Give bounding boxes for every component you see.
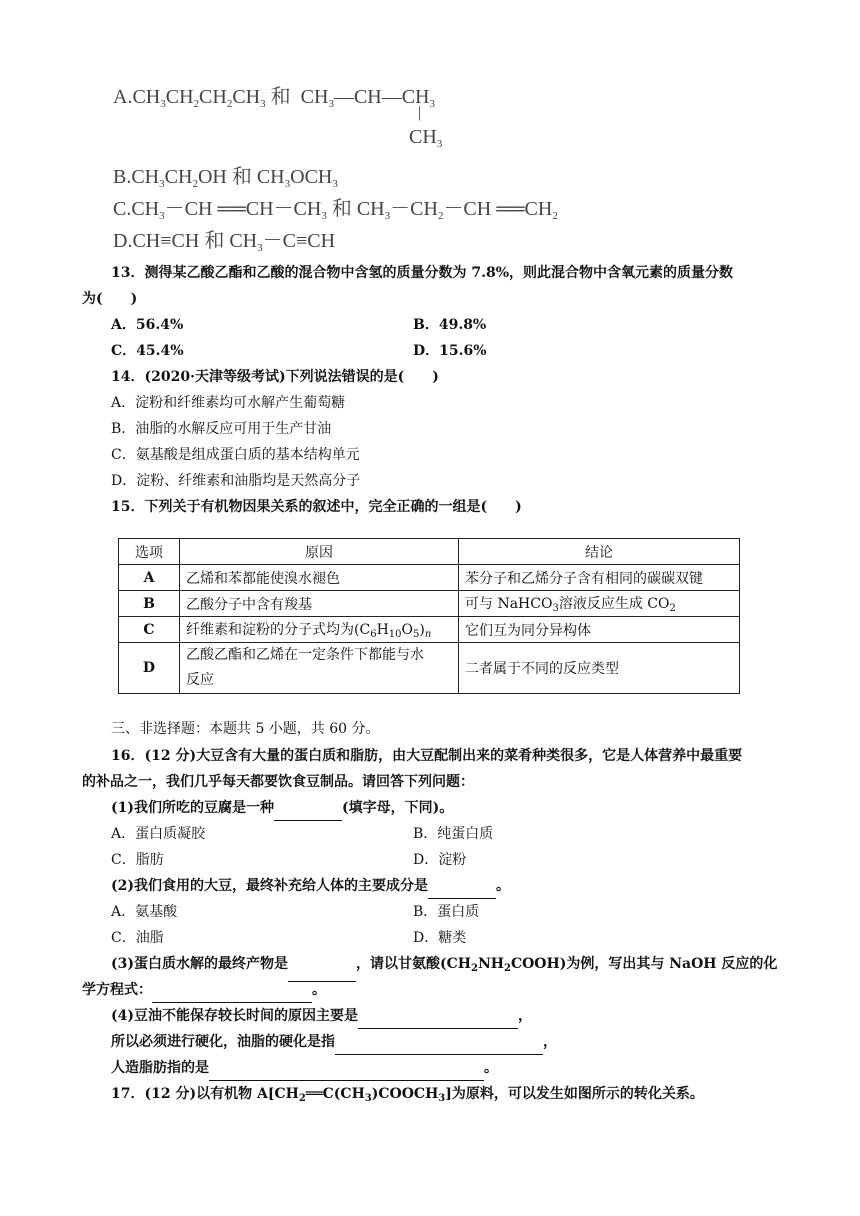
row-option: B xyxy=(119,591,180,617)
q17-stem: 17．(12 分)以有机物 $A[CH_2══C(CH_3)COOCH_3]$为原料，可以发生如图所示的转化关系。 xyxy=(111,1086,704,1104)
q12-option-d: D.CH≡CH 和 $CH_3-C\equiv CH$ xyxy=(113,230,336,254)
q12-option-c: $C.CH_3-CH$ $══CH-CH_3$ 和 $CH_3-CH_2-CH$ $══CH_2$ xyxy=(113,198,558,222)
answer-blank[interactable] xyxy=(152,986,312,1003)
q16-part1: (1)我们所吃的豆腐是一种 (填字母，下同)。 xyxy=(111,795,453,821)
row-reason: 乙烯和苯都能使溴水褪色 xyxy=(180,565,459,591)
q16-p2-option-c: C．油脂 xyxy=(111,930,164,946)
q16-part2: (2)我们食用的大豆，最终补充给人体的主要成分是 。 xyxy=(111,873,510,899)
table-row xyxy=(119,643,740,694)
row-conclusion: 可与 NaHCO$_3$溶液反应生成 $CO_2$ xyxy=(459,591,740,617)
q14-option-a: A．淀粉和纤维素均可水解产生葡萄糖 xyxy=(111,395,346,411)
row-conclusion: 它们互为同分异构体 xyxy=(459,617,740,643)
q16-part3-line2: 学方程式： 。 xyxy=(82,977,326,1003)
q16-p2-option-d: D．糖类 xyxy=(413,930,467,946)
q15-table xyxy=(118,538,740,694)
section3-heading: 三、非选择题：本题共 5 小题，共 60 分。 xyxy=(111,721,380,737)
q14-option-d: D．淀粉、纤维素和油脂均是天然高分子 xyxy=(111,473,361,489)
q16-p1-option-d: D．淀粉 xyxy=(413,852,467,868)
row-reason: 乙酸乙酯和乙烯在一定条件下都能与水 反应 xyxy=(180,643,459,694)
q16-part4: (4)豆油不能保存较长时间的原因主要是 ， xyxy=(111,1003,532,1029)
table-row xyxy=(119,617,740,643)
q16-stem-line2: 的补品之一，我们几乎每天都要饮食豆制品。请回答下列问题： xyxy=(82,774,474,790)
q16-p2-option-b: B．蛋白质 xyxy=(413,904,480,920)
q16-p1-option-c: C．脂肪 xyxy=(111,852,164,868)
q12-option-a: $A.CH_3CH_2CH_2CH_3$ 和 $CH_3—CH—CH_3$ xyxy=(113,86,436,110)
answer-blank[interactable] xyxy=(274,804,342,821)
answer-blank[interactable] xyxy=(428,882,496,899)
row-conclusion: 二者属于不同的反应类型 xyxy=(459,643,740,694)
row-conclusion: 苯分子和乙烯分子含有相同的碳碳双键 xyxy=(459,565,740,591)
q16-part4-line3: 人造脂肪指的是 。 xyxy=(111,1055,498,1081)
q16-p2-option-a: A．氨基酸 xyxy=(111,904,178,920)
answer-blank[interactable] xyxy=(209,1064,484,1081)
header-reason: 原因 xyxy=(180,539,459,565)
q16-stem-line1: 16．(12 分)大豆含有大量的蛋白质和脂肪，由大豆配制出来的菜肴种类很多，它是人体营养中最重要 xyxy=(111,748,743,764)
q14-option-b: B．油脂的水解反应可用于生产甘油 xyxy=(111,421,332,437)
q14-stem: 14．(2020·天津等级考试)下列说法错误的是( ) xyxy=(111,369,439,385)
q13-option-a: A．56.4% xyxy=(111,317,184,333)
q13-option-c: C．45.4% xyxy=(111,343,184,359)
table-header-row xyxy=(119,539,740,565)
row-option: D xyxy=(119,643,180,694)
q13-option-b: B．49.8% xyxy=(413,317,487,333)
q13-stem-line1: 13．测得某乙酸乙酯和乙酸的混合物中含氢的质量分数为 7.8%，则此混合物中含氧元素的质量分数 xyxy=(111,265,734,281)
q13-stem-line2: 为( ) xyxy=(82,291,138,307)
q12-option-b: $B.CH_3CH_2OH$ 和 $CH_3OCH_3$ xyxy=(113,166,338,190)
row-reason: 乙酸分子中含有羧基 xyxy=(180,591,459,617)
row-option: A xyxy=(119,565,180,591)
q16-part3: (3)蛋白质水解的最终产物是 ，请以甘氨酸$(CH_2NH_2COOH)$为例，写出其与 NaOH 反应的化 xyxy=(111,951,777,982)
row-reason: 纤维素和淀粉的分子式均为$(C_6H_{10}O_5)_n$ xyxy=(180,617,459,643)
q16-part4-line2: 所以必须进行硬化，油脂的硬化是指 ， xyxy=(111,1029,557,1055)
q16-p1-option-b: B．纯蛋白质 xyxy=(413,826,494,842)
q15-stem: 15．下列关于有机物因果关系的叙述中，完全正确的一组是( ) xyxy=(111,499,522,515)
table-row xyxy=(119,591,740,617)
answer-blank[interactable] xyxy=(358,1012,518,1029)
answer-blank[interactable] xyxy=(335,1038,543,1055)
header-conclusion: 结论 xyxy=(459,539,740,565)
header-option: 选项 xyxy=(119,539,180,565)
row-option: C xyxy=(119,617,180,643)
q12-option-a-branch-bond: | xyxy=(418,104,422,121)
q13-option-d: D．15.6% xyxy=(413,343,487,359)
table-row xyxy=(119,565,740,591)
q16-p1-option-a: A．蛋白质凝胶 xyxy=(111,826,206,842)
q12-option-a-branch-methyl: $CH_3$ xyxy=(409,126,443,150)
q14-option-c: C．氨基酸是组成蛋白质的基本结构单元 xyxy=(111,447,360,463)
